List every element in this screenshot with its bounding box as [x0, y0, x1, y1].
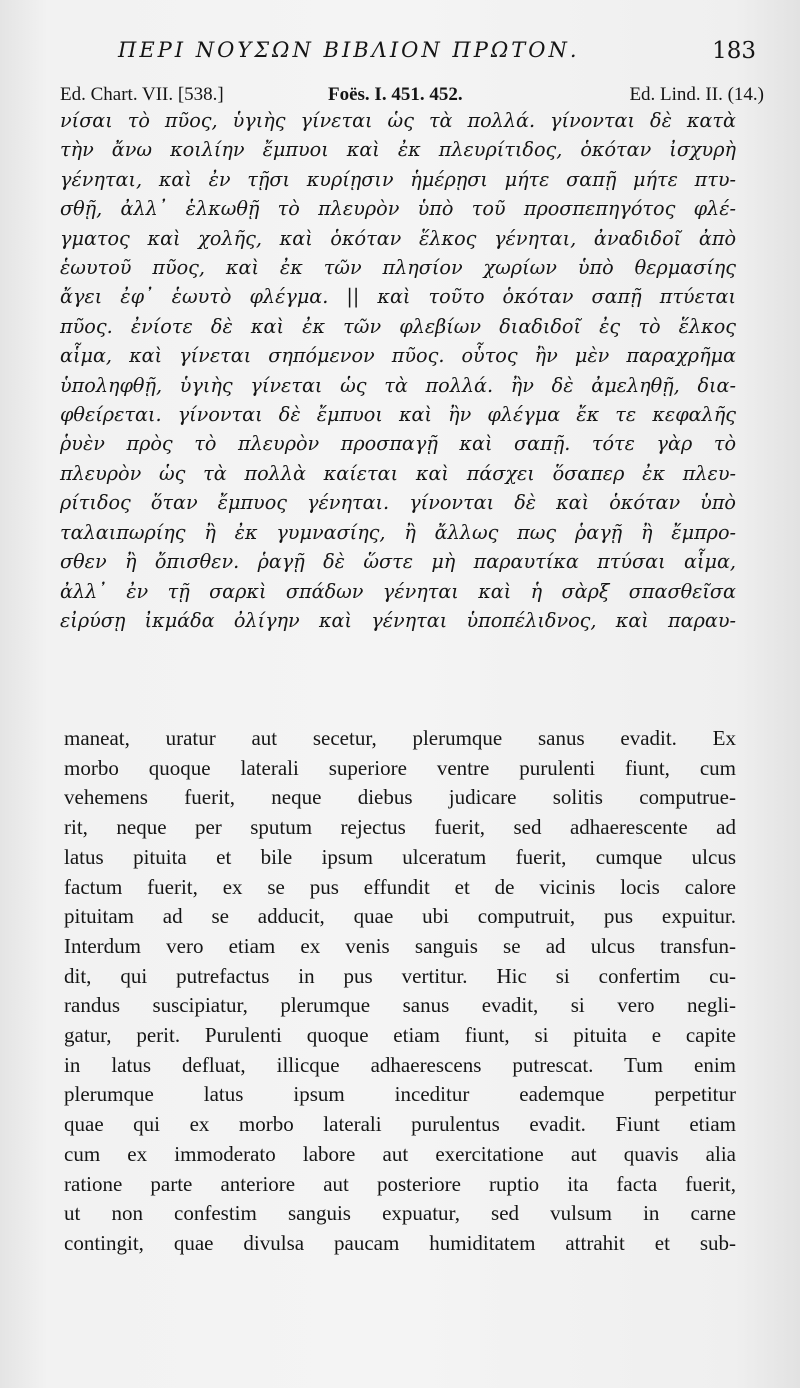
- latin-line: morbo quoque laterali superiore ventre purulenti fiunt, cum: [64, 755, 736, 780]
- latin-line: randus suscipiatur, plerumque sanus evadit, si vero negli-: [64, 993, 736, 1018]
- chartier-edition-ref: Ed. Chart. VII. [538.]: [60, 84, 224, 105]
- greek-line: ἑωυτοῦ πῦος, καὶ ἐκ τῶν πλησίον χωρίων ὑπὸ θερμασίης: [60, 256, 736, 280]
- latin-line: ut non confestim sanguis expuatur, sed vulsum in carne: [64, 1201, 736, 1226]
- latin-line: pituitam ad se adducit, quae ubi computruit, pus expuitur.: [64, 904, 736, 929]
- greek-line: σθῇ, ἀλλ᾽ ἑλκωθῇ τὸ πλευρὸν ὑπὸ τοῦ προσπεπηγότος φλέ-: [60, 197, 736, 221]
- latin-line: plerumque latus ipsum inceditur eademque perpetitur: [64, 1082, 736, 1107]
- latin-line: cum ex immoderato labore aut exercitatione aut quavis alia: [64, 1141, 736, 1166]
- greek-line: ταλαιπωρίης ἢ ἐκ γυμνασίης, ἢ ἄλλως πως ῥαγῇ ἢ ἔμπρο-: [60, 520, 736, 544]
- running-head: ΠΕΡΙ ΝΟΥΣΩΝ ΒΙΒΛΙΟΝ ΠΡΩΤΟΝ.: [118, 38, 580, 62]
- foes-edition-ref: Foës. I. 451. 452.: [328, 84, 463, 105]
- greek-line: φθείρεται. γίνονται δὲ ἔμπυοι καὶ ἢν φλέγμα ἔκ τε κεφαλῆς: [60, 403, 736, 427]
- greek-line: αἷμα, καὶ γίνεται σηπόμενον πῦος. οὗτος ἢν μὲν παραχρῆμα: [60, 344, 736, 368]
- page-number: 183: [712, 38, 756, 64]
- latin-line: factum fuerit, ex se pus effundit et de vicinis locis calore: [64, 874, 736, 899]
- latin-line: maneat, uratur aut secetur, plerumque sanus evadit. Ex: [64, 726, 736, 750]
- greek-line: εἰρύσῃ ἰκμάδα ὀλίγην καὶ γένηται ὑποπέλιδνος, καὶ παραυ-: [60, 608, 736, 632]
- greek-line: ἄγει ἐφ᾽ ἑωυτὸ φλέγμα. || καὶ τοῦτο ὁκόταν σαπῇ πτύεται: [60, 285, 736, 309]
- greek-line: ῥυὲν πρὸς τὸ πλευρὸν προσπαγῇ καὶ σαπῇ. τότε γὰρ τὸ: [60, 432, 736, 456]
- latin-line: quae qui ex morbo laterali purulentus evadit. Fiunt etiam: [64, 1112, 736, 1137]
- latin-line: vehemens fuerit, neque diebus judicare solitis computrue-: [64, 785, 736, 810]
- greek-line: ρίτιδος ὅταν ἔμπυος γένηται. γίνονται δὲ καὶ ὁκόταν ὑπὸ: [60, 491, 736, 515]
- latin-translation-block: [64, 724, 736, 1259]
- greek-line: ὑποληφθῇ, ὑγιὴς γίνεται ὡς τὰ πολλά. ἢν δὲ ἀμεληθῇ, δια-: [60, 373, 736, 397]
- greek-line: πῦος. ἐνίοτε δὲ καὶ ἐκ τῶν φλεβίων διαδιδοῖ ἐς τὸ ἕλκος: [60, 314, 736, 338]
- latin-line: ratione parte anteriore aut posteriore ruptio ita facta fuerit,: [64, 1171, 736, 1196]
- greek-line: τὴν ἄνω κοιλίην ἔμπυοι καὶ ἐκ πλευρίτιδος, ὁκόταν ἰσχυρὴ: [60, 138, 736, 162]
- latin-line: dit, qui putrefactus in pus vertitur. Hic si confertim cu-: [64, 963, 736, 988]
- linden-edition-ref: Ed. Lind. II. (14.): [629, 84, 764, 105]
- latin-line: in latus defluat, illicque adhaerescens putrescat. Tum enim: [64, 1052, 736, 1077]
- greek-line: σθεν ἢ ὄπισθεν. ῥαγῇ δὲ ὥστε μὴ παραυτίκα πτύσαι αἷμα,: [60, 550, 736, 574]
- greek-line: γματος καὶ χολῆς, καὶ ὁκόταν ἕλκος γένηται, ἀναδιδοῖ ἀπὸ: [60, 226, 736, 250]
- latin-line: Interdum vero etiam ex venis sanguis se ad ulcus transfun-: [64, 933, 736, 958]
- greek-line: ἀλλ᾽ ἐν τῇ σαρκὶ σπάδων γένηται καὶ ἡ σὰρξ σπασθεῖσα: [60, 579, 736, 603]
- latin-line: gatur, perit. Purulenti quoque etiam fiunt, si pituita e capite: [64, 1023, 736, 1048]
- greek-text-block: [60, 106, 736, 635]
- page-header: [60, 38, 760, 78]
- greek-line: γένηται, καὶ ἐν τῇσι κυρίῃσιν ἡμέρῃσι μήτε σαπῇ μήτε πτυ-: [60, 167, 736, 191]
- latin-line: latus pituita et bile ipsum ulceratum fuerit, cumque ulcus: [64, 844, 736, 869]
- latin-line: contingit, quae divulsa paucam humiditatem attrahit et sub-: [64, 1230, 736, 1255]
- latin-line: rit, neque per sputum rejectus fuerit, sed adhaerescente ad: [64, 815, 736, 840]
- greek-line: νίσαι τὸ πῦος, ὑγιὴς γίνεται ὡς τὰ πολλά. γίνονται δὲ κατὰ: [60, 109, 736, 132]
- greek-line: πλευρὸν ὡς τὰ πολλὰ καίεται καὶ πάσχει ὅσαπερ ἐκ πλευ-: [60, 461, 736, 485]
